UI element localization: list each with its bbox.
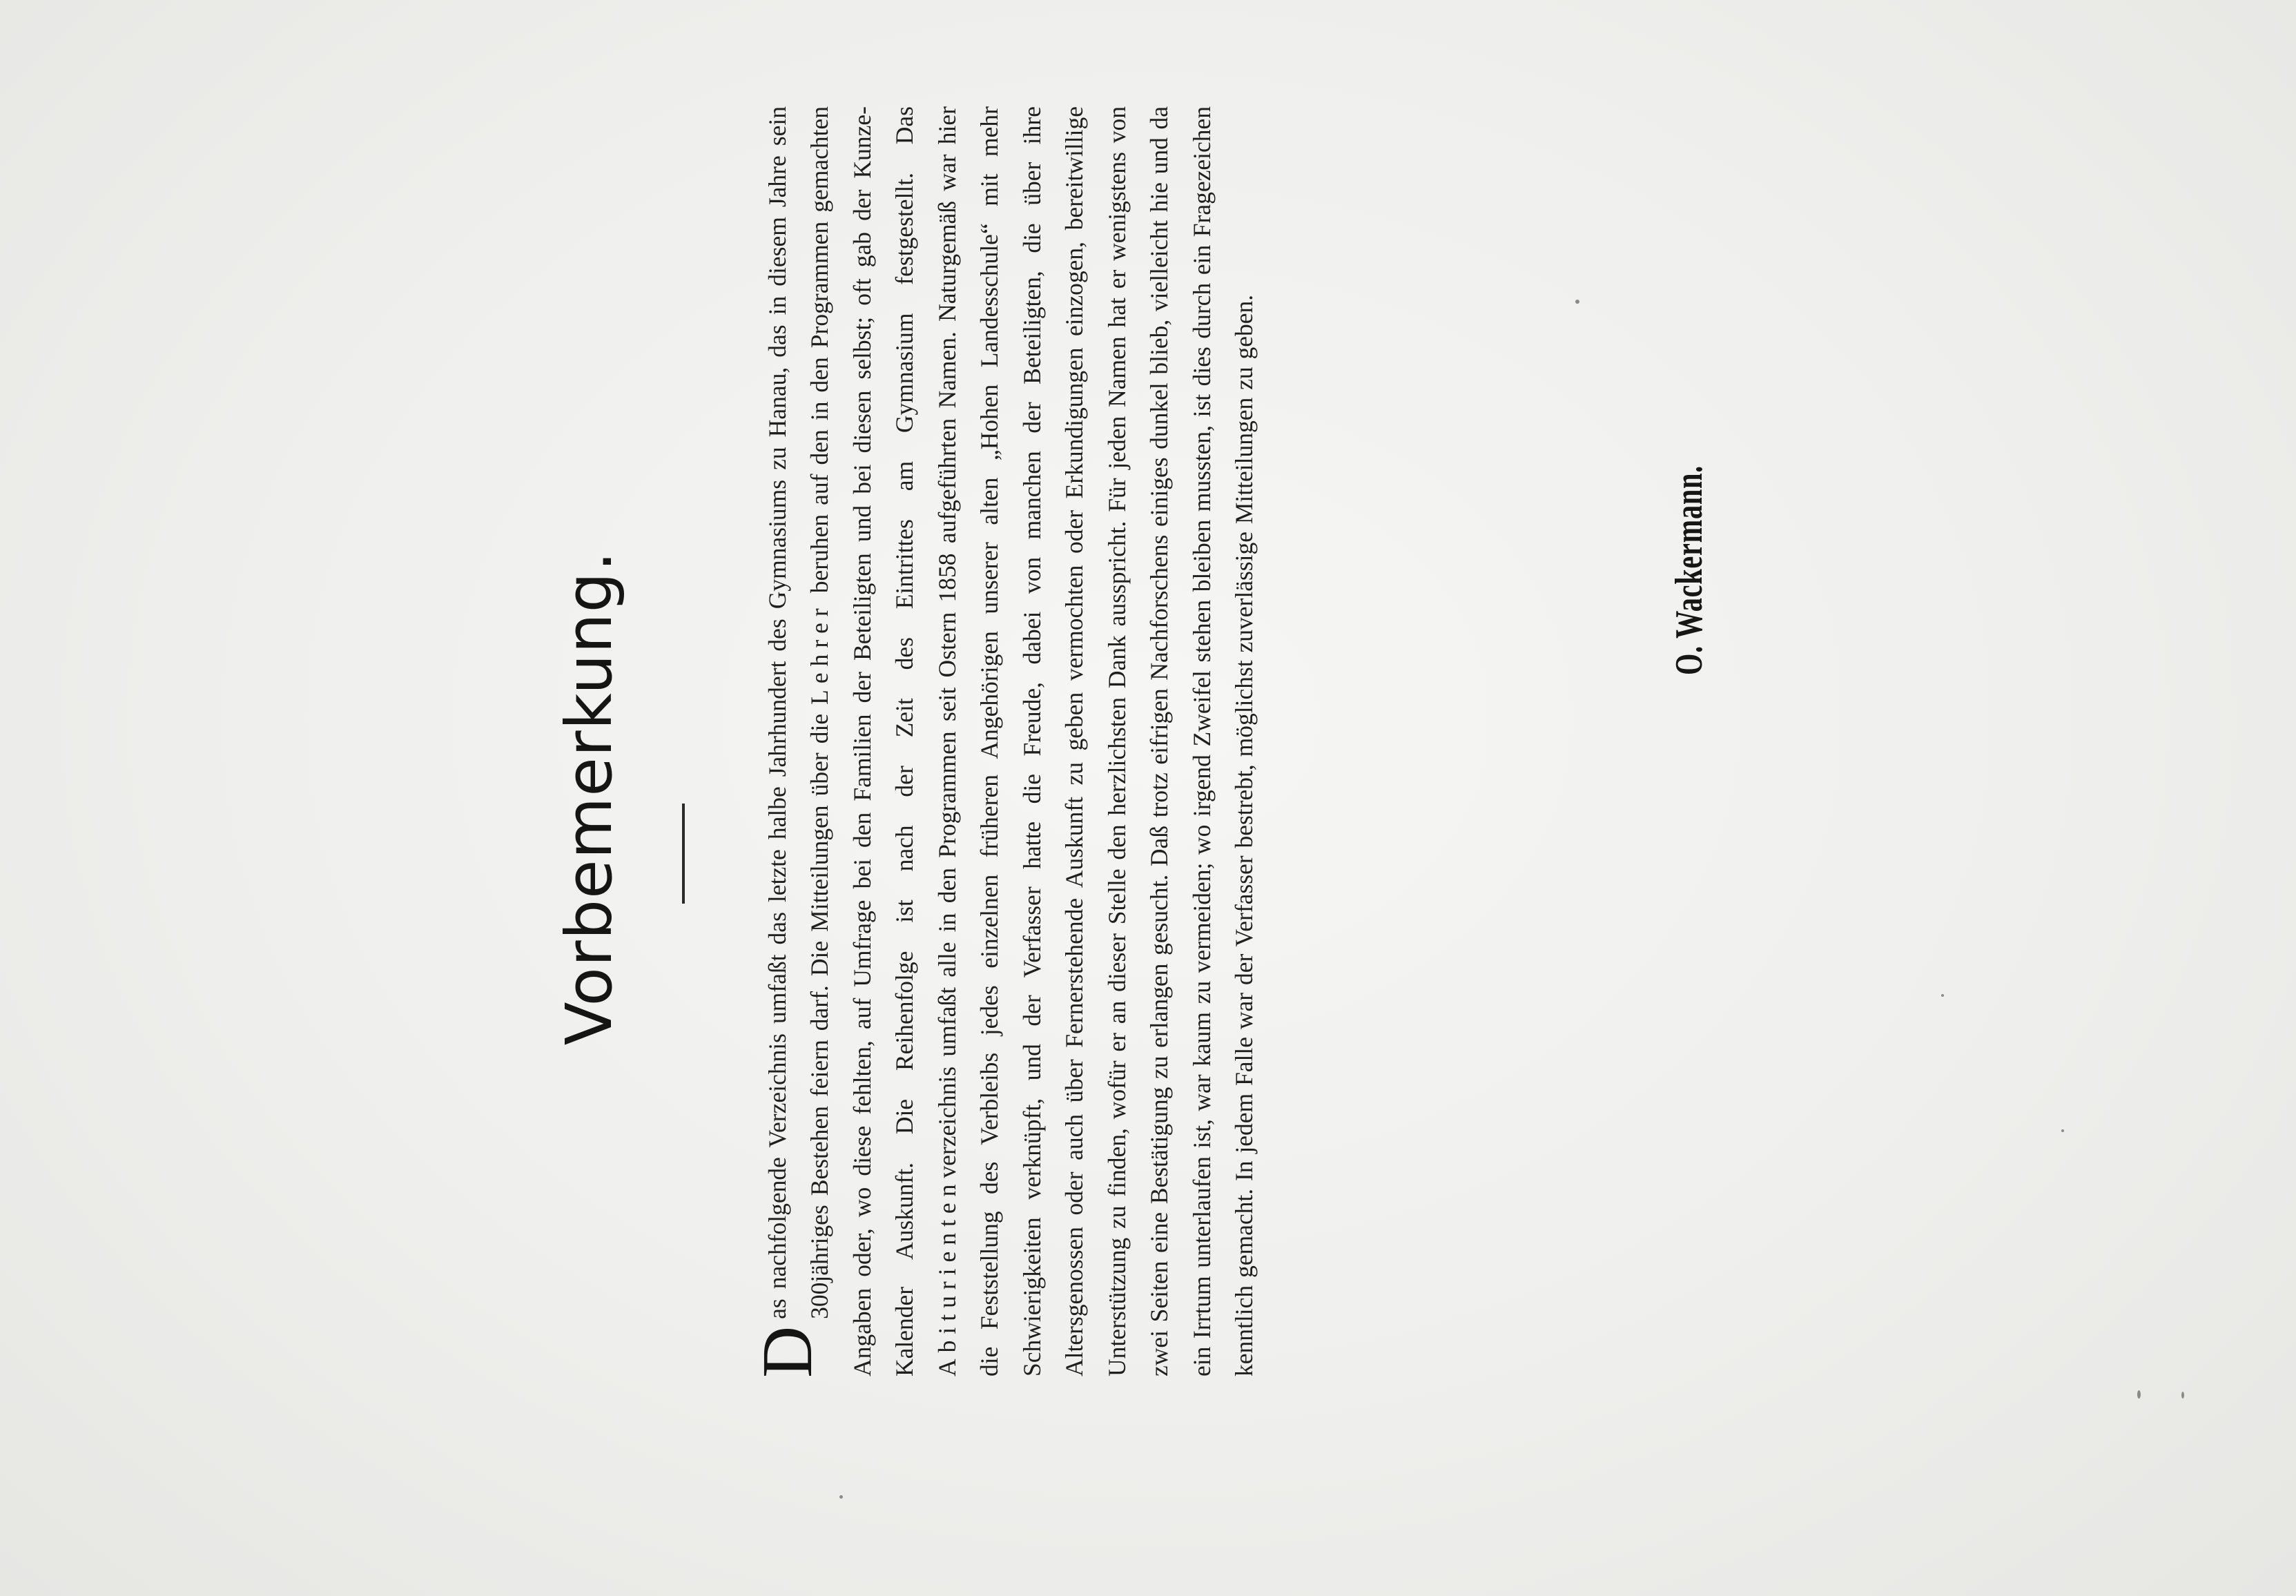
preface-text: beruhen auf den in den Programmen gemachten Angaben oder, wo diese fehlten, auf Umfrage bei den Familien der Beteiligten und bei diesen selbst; oft gab der Kunze-Kalender Auskunft. Die Reihenfolge ist nach der Zeit des Eintrittes am Gymnasium festgestellt. Das (806, 106, 918, 1376)
scan-speck (1941, 994, 1944, 997)
drop-cap: D (747, 1325, 827, 1378)
page-title: Vorbemerkung. (552, 550, 626, 1046)
scan-speck (839, 1495, 843, 1499)
scan-speck (1575, 300, 1579, 304)
preface-text: verzeichnis umfaßt alle in den Programmen seit Ostern 1858 aufgeführten Namen. Naturgemäß war hier die Feststellung des Verbleibs jedes einzelnen früheren Angehörigen unserer alten „Hohen Landesschule“ mit mehr Schwierigkeiten verknüpft, und der Verfasser hatte die Freude, dabei von manchen der Beteiligten, die über ihre Altersgenossen oder auch über Fernerstehende Auskunft zu geben vermochten oder Erkundigungen einzogen, bereitwillige Unterstützung zu finden, wofür er an dieser Stelle den herzlichsten Dank ausspricht. Für jeden Namen hat er wenigstens von zwei Seiten eine Bestätigung zu erlangen gesucht. Daß trotz eifrigen Nachforschens einiges dunkel blieb, vielleicht hie und da ein Irrtum unterlaufen ist, war kaum zu vermeiden; wo irgend Zweifel stehen bleiben mussten, ist dies durch ein Fragezeichen kenntlich gemacht. In jedem Falle war der Verfasser bestrebt, möglichst zuverlässige Mitteilungen zu geben. (933, 106, 1258, 1376)
preface-paragraph (747, 106, 1266, 1378)
spaced-word-lehrer: Lehrer (806, 602, 833, 705)
author-signature: O. Wackermann. (1668, 465, 1711, 675)
preface-text: as nachfolgende Verzeichnis umfaßt das letzte halbe Jahrhundert des Gymnasiums zu Hanau, das in diesem Jahre sein 300jähriges Bestehen feiern darf. Die Mitteilungen über die (763, 106, 833, 1319)
spaced-word-abiturienten: Abiturienten (933, 1178, 961, 1376)
scan-speck (2137, 1390, 2141, 1399)
title-divider (682, 804, 685, 904)
scan-speck (2061, 1129, 2064, 1132)
scan-speck (2181, 1392, 2184, 1399)
